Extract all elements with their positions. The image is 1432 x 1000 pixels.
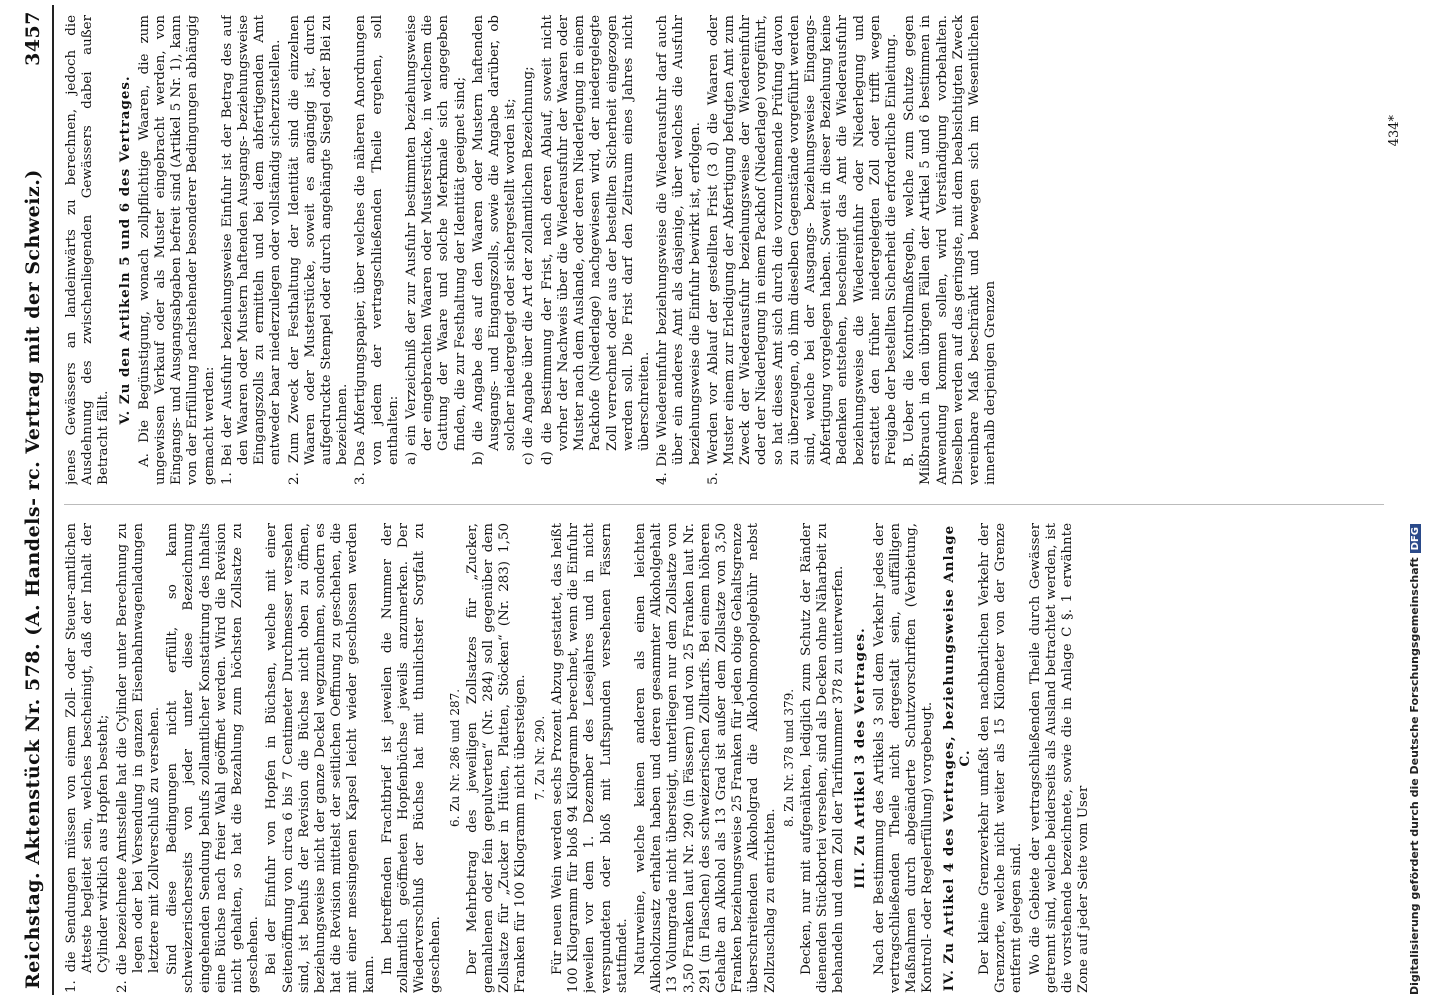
subsection-heading: 7. Zu Nr. 290.	[532, 715, 547, 801]
dfg-logo: DFG	[1410, 524, 1421, 553]
text-paragraph: Der Mehrbetrag des jeweiligen Zollsatzes für „Zucker, gemahlenen oder fein gepulverten“ (Nr. 284) soll gegenüber dem Zollsatze für „Zucker in Hüten, Platten, Stöcken“ (Nr. 283) 1,50 Franken für 100 Kilogramm nicht übersteigen.	[464, 523, 529, 993]
text-paragraph: Der kleine Grenzverkehr umfaßt den nachbarlichen Verkehr der Grenzorte, welche nicht weiter als 15 Kilometer von der Grenze entfernt gelegen sind.	[976, 523, 1025, 993]
header-title: Reichstag. Aktenstück Nr. 578. (A. Handels- rc. Vertrag mit der Schweiz.)	[22, 169, 44, 989]
text-paragraph: Decken, nur mit aufgenähten, lediglich zum Schutz der Ränder dienenden Stückbortei versehen, sind als Decken ohne Näharbeit zu behandeln und dem Zoll der Tarifnummer 378 zu unterwerfen.	[798, 523, 847, 993]
section-heading: V. Zu den Artikeln 5 und 6 des Vertrages.	[116, 75, 133, 425]
text-paragraph: Naturweine, welche keinen anderen als einen leichten Alkoholzusatz erhalten haben und deren gesammter Alkoholgehalt 13 Volumgrade nicht übersteigt, unterliegen nur dem Zollsatze von 3,50 Franken laut Nr. 290 (in Fässern) und von 25 Franken laut Nr. 291 (in Flaschen) des schweizerischen Zolltarifs. Bei einem höheren Gehalte an Alkohol als 13 Grad ist außer dem Zollsatze von 3,50 Franken beziehungsweise 25 Franken für jeden obige Gehaltsgrenze überschreitenden Alkoholgrad die Alkoholmonopolgebühr nebst Zollzuschlag zu entrichten.	[632, 523, 778, 993]
column-divider	[64, 504, 1384, 505]
text-paragraph: 4. Die Wiedereinfuhr beziehungsweise die Wiederausfuhr darf auch über ein anderes Amt als dasjenige, über welches die Ausfuhr beziehungsweise die Einfuhr bewirkt ist, erfolgen.	[655, 15, 703, 485]
scanned-page	[18, 5, 1410, 995]
right-text-column	[64, 15, 1394, 485]
text-paragraph: A. Die Begünstigung, wonach zollpflichtige Waaren, die zum ungewissen Verkauf oder als Muster eingebracht werden, von Eingangs- und Ausgangsabgaben befreit sind (Artikel 5 Nr. 1), kann von der Erfüllung nachstehender besonderer Bedingungen abhängig gemacht werden:	[136, 15, 217, 485]
text-paragraph: Im betreffenden Frachtbrief ist jeweilen die Nummer der zollamtlich geöffneten Hopfenbüchse jeweils anzumerken. Der Wiederverschluß der Büchse hat mit thunlichster Sorgfalt zu geschehen.	[379, 523, 444, 993]
header-page-number: 3457	[22, 11, 44, 66]
text-paragraph: jenes Gewässers an landeinwärts zu berechnen, jedoch die Ausdehnung des zwischenliegenden Gewässers dabei außer Betracht fällt.	[64, 15, 112, 485]
text-paragraph: Für neuen Wein werden sechs Prozent Abzug gestattet, das heißt 100 Kilogramm für bloß 94 Kilogramm berechnet, wenn die Einfuhr jeweilen vor dem 1. Dezember des Lesejahres und in nicht verspundeten oder bloß mit Luftspunden versehenen Fässern stattfindet.	[549, 523, 630, 993]
page-signature: 434*	[1387, 115, 1402, 147]
text-paragraph: a) ein Verzeichniß der zur Ausfuhr bestimmten beziehungsweise der eingebrachten Waaren oder Musterstücke, in welchem die Gattung der Waare und solche Merkmale sich angegeben finden, die zur Festhaltung der Identität geeignet sind;	[404, 15, 468, 465]
page-header	[18, 5, 52, 995]
left-text-column	[64, 523, 1394, 993]
header-rule	[52, 5, 54, 995]
text-paragraph: 2. die bezeichnete Amtsstelle hat die Cylinder unter Berechnung zu legen oder bei Versendung in ganzen Eisenbahnwagenladungen letztere mit Zollverschluß zu versehen.	[114, 523, 163, 993]
subsection-heading: 8. Zu Nr. 378 und 379.	[781, 688, 796, 828]
text-paragraph: Bei der Einfuhr von Hopfen in Büchsen, welche mit einer Seitenöffnung von circa 6 bis 7 Centimeter Durchmesser versehen sind, ist behufs der Revision die Büchse nicht oben zu öffnen, beziehungsweise nicht der ganze Deckel wegzunehmen, sondern es hat die Revision mittelst der seitlichen Oeffnung zu geschehen, die mit einer messingenen Kapsel leicht wieder geschlossen werden kann.	[264, 523, 377, 993]
digitization-credit	[1408, 524, 1421, 995]
section-heading: IV. Zu Artikel 4 des Vertrages, beziehungsweise Anlage C.	[940, 524, 973, 992]
credit-text: Digitalisierung gefördert durch die Deutsche Forschungsgemeinschaft	[1408, 557, 1421, 995]
text-paragraph: B. Ueber die Kontrollmaßregeln, welche zum Schutze gegen Mißbrauch in den übrigen Fällen der Artikel 5 und 6 bestimmen in Anwendung kommen sollen, wird Verständigung vorbehalten. Dieselben werden auf das geringste, mit dem beabsichtigten Zweck vereinbare Maß beschränkt und bewegen sich im Wesentlichen innerhalb derjenigen Grenzen	[902, 15, 999, 485]
subsection-heading: 6. Zu Nr. 286 und 287.	[447, 688, 462, 828]
text-paragraph: 3. Das Abfertigungspapier, über welches die näheren Anordnungen von jedem der vertragschließenden Theile ergehen, soll enthalten:	[353, 15, 401, 485]
text-paragraph: b) die Angabe des auf den Waaren oder Mustern haftenden Ausgangs- und Eingangszolls, sowie die Angabe darüber, ob solcher niedergelegt oder sichergestellt worden ist;	[470, 15, 519, 465]
text-paragraph: d) die Bestimmung der Frist, nach deren Ablauf, soweit nicht vorher der Nachweis über die Wiederausfuhr der Waaren oder Muster nach dem Auslande, oder deren Niederlegung in einem Packhofe (Niederlage) nachgewiesen wird, der niedergelegte Zoll verrechnet oder aus der bestellten Sicherheit eingezogen werden soll. Die Frist darf den Zeitraum eines Jahres nicht überschreiten.	[539, 15, 652, 465]
text-paragraph: 5. Werden vor Ablauf der gestellten Frist (3 d) die Waaren oder Muster einem zur Erledigung der Abfertigung befugten Amt zum Zweck der Wiederausfuhr beziehungsweise der Wiedereinfuhr oder der Niederlegung in einem Packhof (Niederlage) vorgeführt, so hat dieses Amt sich durch die vorzunehmende Prüfung davon zu überzeugen, ob ihm dieselben Gegenstände vorgeführt werden sind, welche bei der Ausgangs- beziehungsweise Eingangs-Abfertigung vorgelegen haben. Soweit in dieser Beziehung keine Bedenken entstehen, bescheinigt das Amt die Wiederausfuhr beziehungsweise die Wiedereinfuhr oder Niederlegung und erstattet den früher niedergelegten Zoll oder trifft wegen Freigabe der bestellten Sicherheit die erforderliche Einleitung.	[705, 15, 899, 485]
text-paragraph: 1. Bei der Ausfuhr beziehungsweise Einfuhr ist der Betrag des auf den Waaren oder Mustern haftenden Ausgangs- beziehungsweise Eingangszolls zu ermitteln und bei dem abfertigenden Amt entweder baar niederzulegen oder vollständig sicherzustellen.	[219, 15, 284, 485]
text-paragraph: Nach der Bestimmung des Artikels 3 soll dem Verkehr jedes der vertragschließenden Theile nicht dergestalt sein, auffälligen Maßnahmen durch abgeänderte Schutzvorschriften (Verbietung, Kontroll- oder Regelerfüllung) vorgebeugt.	[871, 523, 936, 993]
text-paragraph: 1. die Sendungen müssen von einem Zoll- oder Steuer-amtlichen Atteste begleitet sein, welches bescheinigt, daß der Inhalt der Cylinder wirklich aus Hopfen besteht;	[64, 523, 112, 993]
text-paragraph: 2. Zum Zweck der Festhaltung der Identität sind die einzelnen Waaren oder Musterstücke, soweit es angängig ist, durch aufgedruckte Stempel oder durch angehängte Siegel oder Blei zu bezeichnen.	[286, 15, 351, 485]
text-paragraph: Sind diese Bedingungen nicht erfüllt, so kann schweizerischerseits von jeder unter diese Bezeichnung eingehenden Sendung behufs zollamtlicher Konstatirung des Inhalts eine Büchse nach freier Wahl geöffnet werden. Wird die Revision nicht gehalten, so hat die Bezahlung zum höchsten Zollsatze zu geschehen.	[165, 523, 262, 993]
section-heading: III. Zu Artikel 3 des Vertrages.	[851, 627, 868, 889]
text-paragraph: c) die Angabe über die Art der zollamtlichen Bezeichnung;	[521, 66, 537, 465]
text-paragraph: Wo die Gebiete der vertragschließenden Theile durch Gewässer getrennt sind, welche beiderseits als Ausland betrachtet werden, ist die vorstehende bezeichnete, sowie die in Anlage C §. 1 erwähnte Zone auf jeder Seite vom User	[1027, 523, 1092, 993]
